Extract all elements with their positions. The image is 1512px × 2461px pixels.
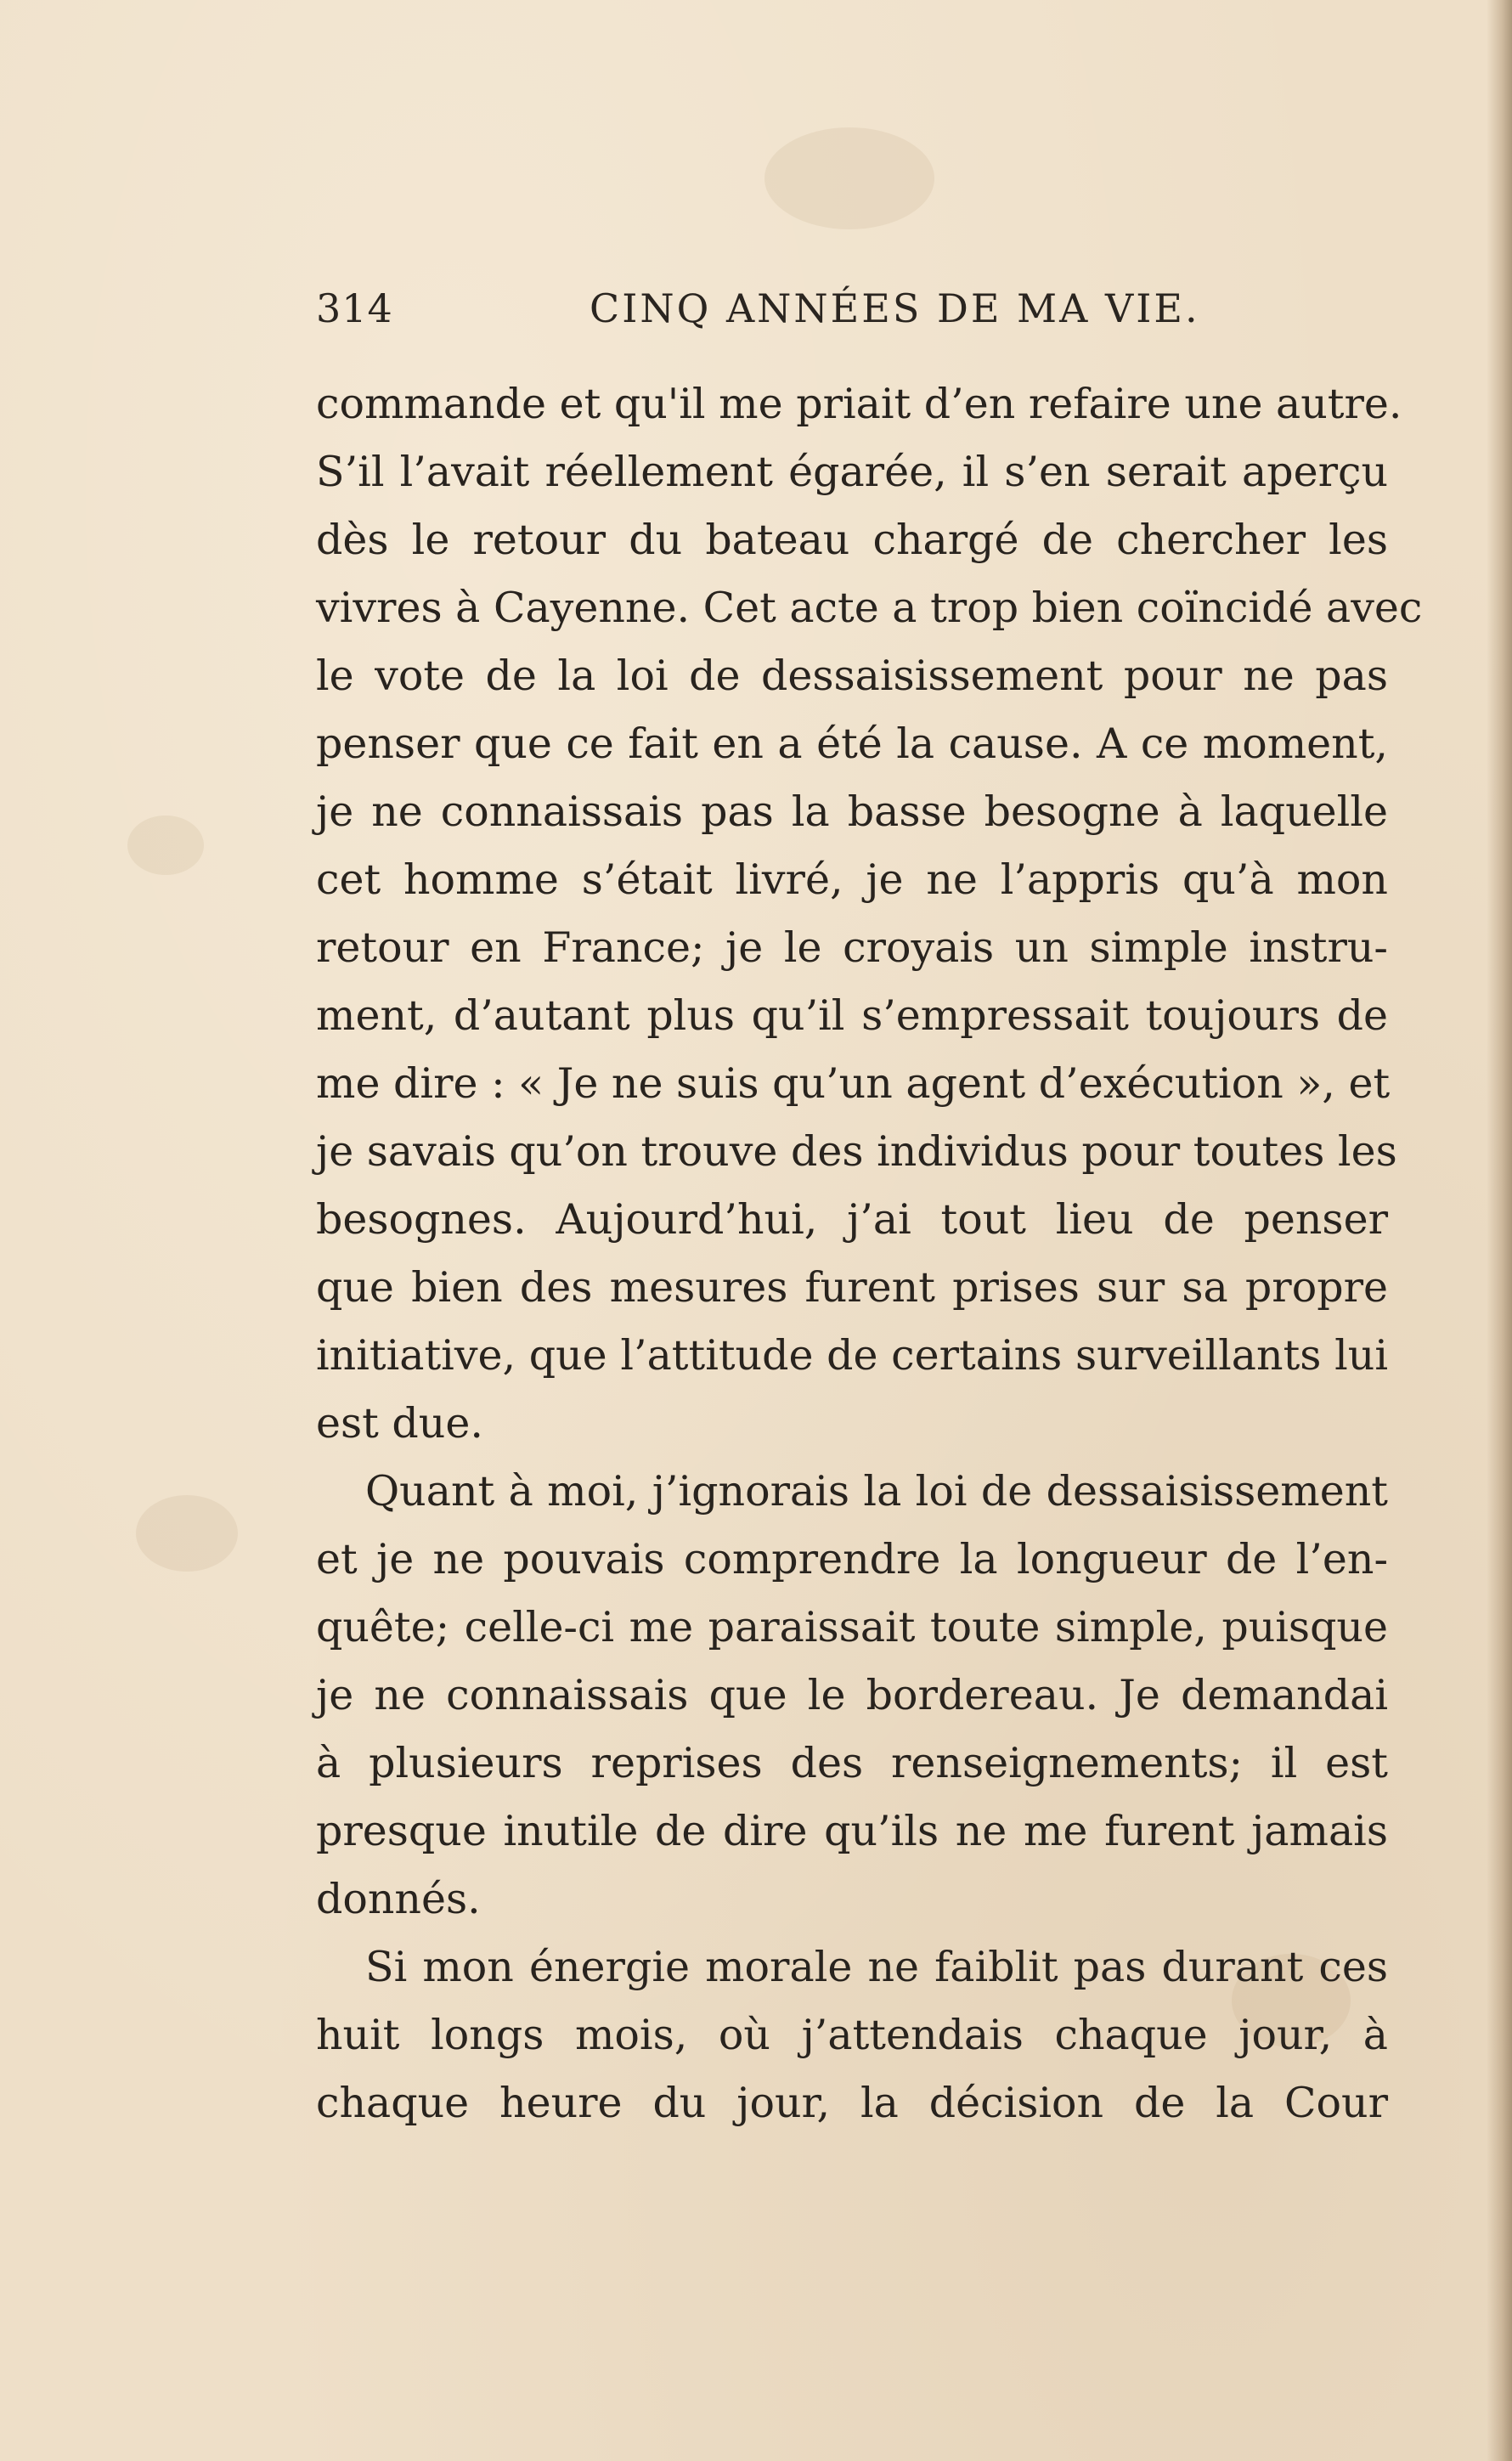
text-line: commande et qu'il me priait d’en refaire une autre. — [316, 380, 1402, 428]
text-line: huit longs mois, où j’attendais chaque jour, à — [316, 2011, 1388, 2059]
text-line: besognes. Aujourd’hui, j’ai tout lieu de penser — [316, 1195, 1388, 1244]
page-number: 314 — [316, 285, 393, 331]
paper-stain — [764, 127, 934, 229]
text-line: donnés. — [316, 1875, 481, 1923]
text-line: ment, d’autant plus qu’il s’empressait toujours de — [316, 991, 1388, 1040]
text-line: Quant à moi, j’ignorais la loi de dessaisissement — [365, 1467, 1388, 1516]
text-line: vivres à Cayenne. Cet acte a trop bien coïncidé avec — [316, 584, 1423, 632]
text-line: je ne connaissais pas la basse besogne à laquelle — [316, 787, 1388, 836]
text-line: le vote de la loi de dessaisissement pour ne pas — [316, 652, 1388, 700]
text-line: à plusieurs reprises des renseignements; il est — [316, 1739, 1388, 1787]
text-line: quête; celle-ci me paraissait toute simple, puisque — [316, 1603, 1388, 1651]
text-line: je savais qu’on trouve des individus pour toutes les — [316, 1127, 1397, 1176]
body-text — [316, 370, 1423, 2137]
paper-stain — [136, 1495, 238, 1572]
text-line: me dire : « Je ne suis qu’un agent d’exécution », et — [316, 1059, 1391, 1108]
text-line: S’il l’avait réellement égarée, il s’en serait aperçu — [316, 448, 1388, 496]
text-line: cet homme s’était livré, je ne l’appris qu’à mon — [316, 855, 1388, 904]
text-line: chaque heure du jour, la décision de la Cour — [316, 2079, 1388, 2127]
running-title: CINQ ANNÉES DE MA VIE. — [590, 285, 1200, 331]
text-line: dès le retour du bateau chargé de chercher les — [316, 516, 1388, 564]
paper-stain — [127, 816, 204, 875]
text-line: que bien des mesures furent prises sur sa propre — [316, 1263, 1388, 1312]
text-line: est due. — [316, 1399, 483, 1448]
text-line: presque inutile de dire qu’ils ne me furent jamais — [316, 1807, 1388, 1855]
text-line: je ne connaissais que le bordereau. Je demandai — [316, 1671, 1388, 1719]
text-line: initiative, que l’attitude de certains surveillants lui — [316, 1331, 1388, 1380]
page-edge-shadow — [1487, 0, 1512, 2461]
text-line: Si mon énergie morale ne faiblit pas durant ces — [365, 1943, 1388, 1991]
running-header — [316, 270, 1386, 338]
text-line: retour en France; je le croyais un simple instru- — [316, 923, 1388, 972]
text-line: et je ne pouvais comprendre la longueur de l’en- — [316, 1535, 1388, 1583]
text-line: penser que ce fait en a été la cause. A ce moment, — [316, 720, 1388, 768]
